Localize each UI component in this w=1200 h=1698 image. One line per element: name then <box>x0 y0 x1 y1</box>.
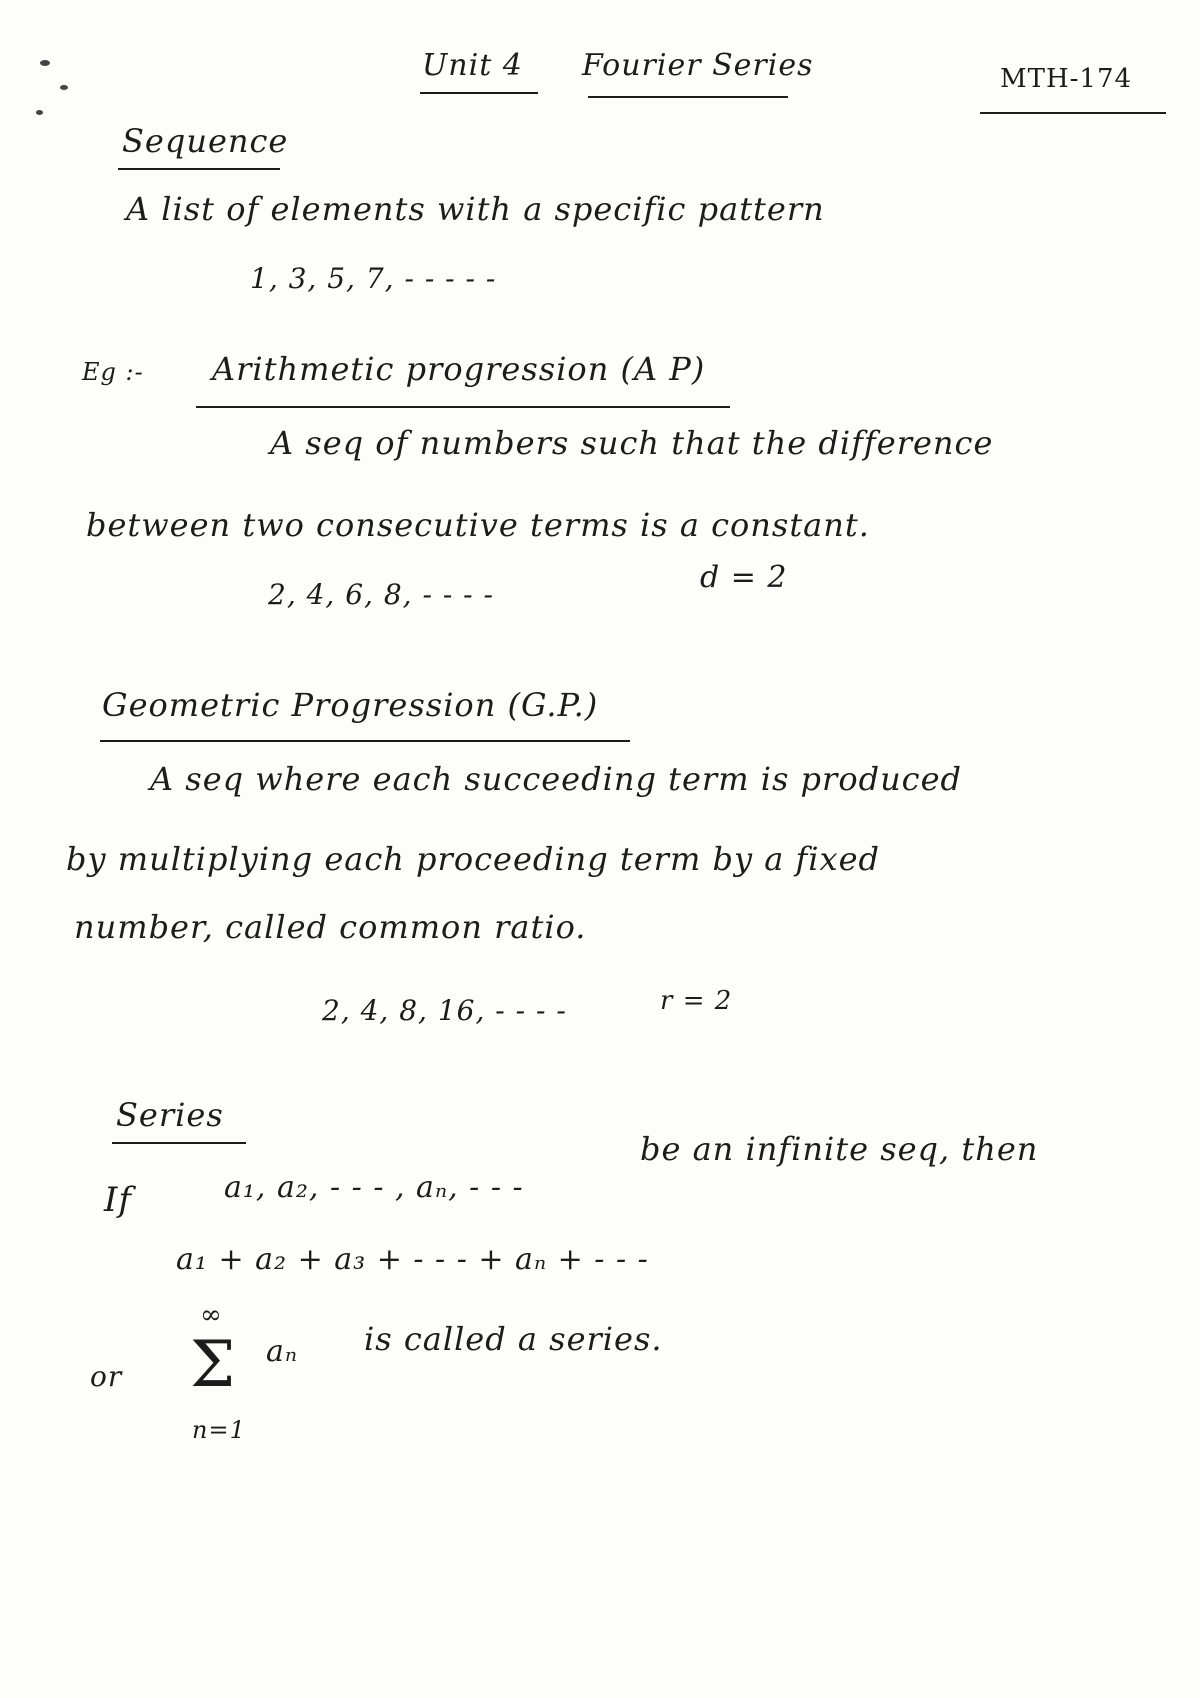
series-sum-expression: a₁ + a₂ + a₃ + - - - + aₙ + - - - <box>176 1242 649 1277</box>
gp-definition-3: number, called common ratio. <box>74 908 587 946</box>
ap-example: 2, 4, 6, 8, - - - - <box>268 578 495 611</box>
gp-definition-1: A seq where each succeeding term is produced <box>150 760 963 798</box>
sequence-example: 1, 3, 5, 7, - - - - - <box>250 262 497 295</box>
sequence-heading: Sequence <box>122 122 289 160</box>
sigma-upper-limit: ∞ <box>200 1300 223 1330</box>
gp-underline <box>100 740 630 742</box>
series-heading: Series <box>116 1096 224 1134</box>
ap-heading: Arithmetic progression (A P) <box>212 350 706 388</box>
sigma-symbol: Σ <box>190 1328 237 1402</box>
series-conclusion: is called a series. <box>364 1320 663 1358</box>
ap-definition-1: A seq of numbers such that the difference <box>270 424 994 462</box>
gp-common-ratio: r = 2 <box>660 986 733 1016</box>
series-condition: be an infinite seq, then <box>640 1130 1039 1168</box>
course-underline <box>980 112 1166 114</box>
series-if-label: If <box>104 1180 133 1220</box>
sequence-definition: A list of elements with a specific pattern <box>126 190 825 228</box>
sequence-underline <box>118 168 280 170</box>
unit-heading: Unit 4 <box>422 48 523 83</box>
ap-underline <box>196 406 730 408</box>
eg-label: Eg :- <box>82 358 144 386</box>
ink-smudge <box>40 60 50 66</box>
sigma-lower-limit: n=1 <box>192 1416 246 1444</box>
gp-example: 2, 4, 8, 16, - - - - <box>322 994 567 1027</box>
ink-smudge <box>36 110 43 115</box>
topic-heading: Fourier Series <box>582 48 814 83</box>
gp-definition-2: by multiplying each proceeding term by a fixed <box>66 840 880 878</box>
series-sequence-terms: a₁, a₂, - - - , aₙ, - - - <box>224 1170 524 1205</box>
sigma-term: aₙ <box>266 1334 299 1369</box>
series-or-label: or <box>90 1360 123 1393</box>
gp-heading: Geometric Progression (G.P.) <box>102 686 599 724</box>
ink-smudge <box>60 85 68 90</box>
unit-underline <box>420 92 538 94</box>
ap-definition-2: between two consecutive terms is a constant. <box>86 506 870 544</box>
ap-common-difference: d = 2 <box>700 560 788 595</box>
series-underline <box>112 1142 246 1144</box>
topic-underline <box>588 96 788 98</box>
course-code: MTH-174 <box>1000 64 1133 94</box>
